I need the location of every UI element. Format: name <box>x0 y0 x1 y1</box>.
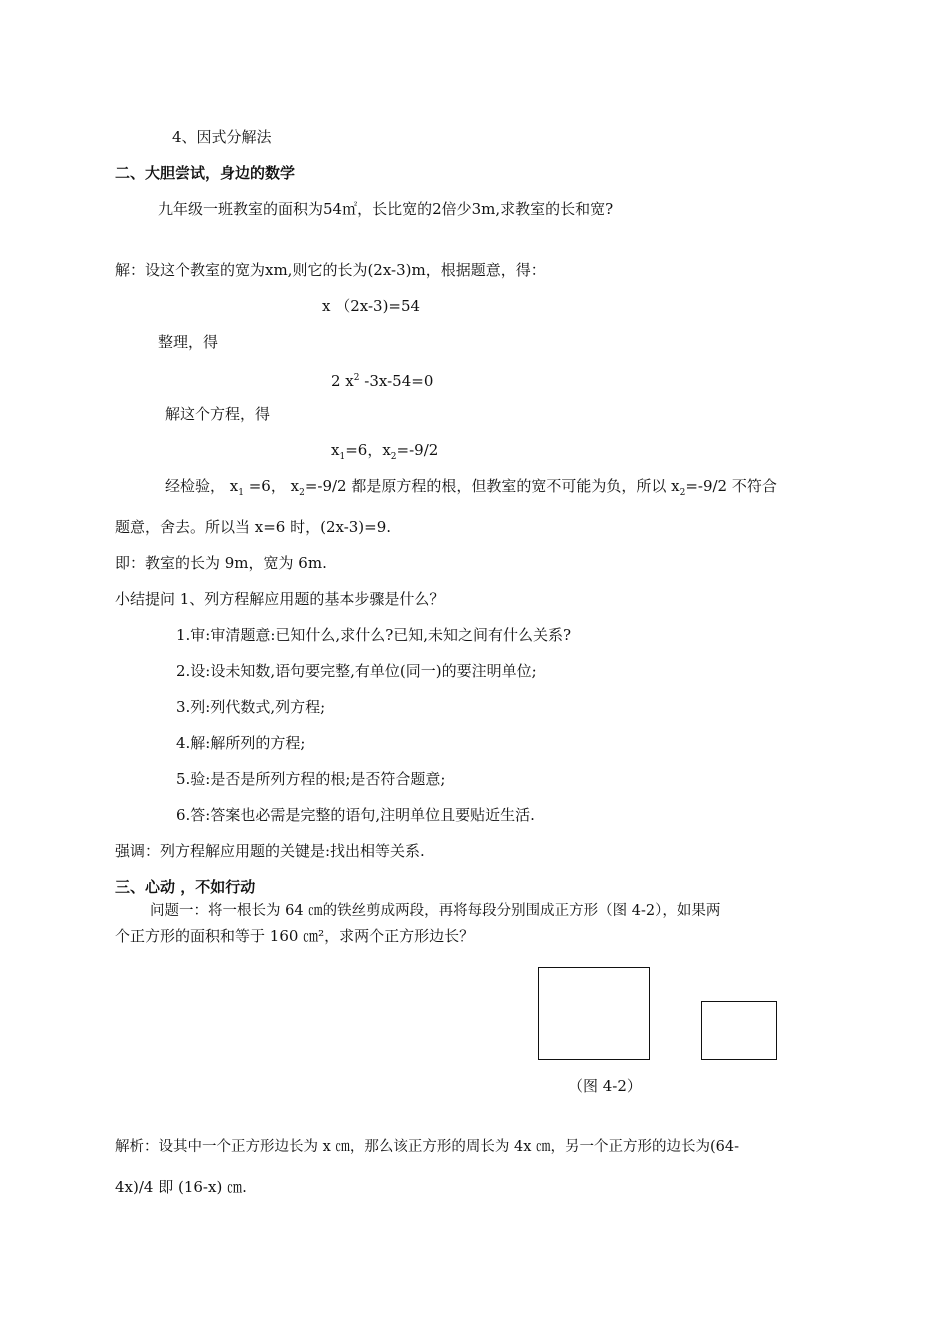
step-1: 1.审:审清题意:已知什么,求什么?已知,未知之间有什么关系? <box>176 626 572 644</box>
answer-line: 即：教室的长为 9m，宽为 6m. <box>115 554 327 572</box>
problem-classroom: 九年级一班教室的面积为54㎡，长比宽的2倍少3m,求教室的长和宽? <box>158 200 614 218</box>
step-4: 4.解:解所列的方程; <box>176 734 306 752</box>
check-part-d: =-9/2 不符合 <box>685 477 777 495</box>
roots <box>331 440 438 467</box>
question-1-line-2: 个正方形的面积和等于 160 ㎝²，求两个正方形边长？ <box>115 927 475 945</box>
emphasis-line: 强调：列方程解应用题的关键是:找出相等关系. <box>115 842 425 860</box>
section-3-heading: 三、心动 ，不如行动 <box>115 878 256 896</box>
check-line-1 <box>165 476 777 503</box>
roots-part-c: =-9/2 <box>396 441 439 459</box>
roots-part-a: x <box>331 441 340 459</box>
equation-2-part-a: 2 x <box>331 372 354 390</box>
organize-label: 整理，得 <box>158 333 219 351</box>
figure-small-square <box>701 1001 777 1060</box>
solve-label: 解这个方程，得 <box>165 405 271 423</box>
check-part-b: =6， x <box>243 477 300 495</box>
question-1-line-1: 问题一：将一根长为 64 ㎝的铁丝剪成两段，再将每段分别围成正方形（图 4-2），如果两 <box>150 903 721 919</box>
check-part-a: 经检验， x <box>165 477 239 495</box>
check-sub-1: 1 <box>238 488 244 498</box>
equation-2-part-b: -3x-54=0 <box>359 372 434 390</box>
summary-question: 小结提问 1、列方程解应用题的基本步骤是什么？ <box>115 590 445 608</box>
equation-1: x （2x-3)=54 <box>322 297 421 315</box>
figure-large-square <box>538 967 650 1060</box>
equation-2-exponent: 2 <box>353 373 360 383</box>
step-2: 2.设:设未知数,语句要完整,有单位(同一)的要注明单位; <box>176 662 537 680</box>
check-sub-3: 2 <box>679 488 686 498</box>
item-4-factorization: 4、因式分解法 <box>172 128 272 146</box>
step-6: 6.答:答案也必需是完整的语句,注明单位且要贴近生活. <box>176 806 535 824</box>
roots-part-b: =6，x <box>345 441 391 459</box>
analysis-line-1: 解析：设其中一个正方形边长为 x ㎝，那么该正方形的周长为 4x ㎝，另一个正方形的边长为(64- <box>115 1139 740 1155</box>
step-3: 3.列:列代数式,列方程; <box>176 698 326 716</box>
solution-intro: 解：设这个教室的宽为xm,则它的长为(2x-3)m，根据题意，得： <box>115 261 546 279</box>
check-sub-2: 2 <box>299 488 305 498</box>
equation-2 <box>331 368 433 391</box>
step-5: 5.验:是否是所列方程的根;是否符合题意; <box>176 770 446 788</box>
analysis-line-2: 4x)/4 即 (16-x) ㎝. <box>115 1178 247 1196</box>
roots-sub-2: 2 <box>390 452 397 462</box>
check-part-c: =-9/2 都是原方程的根，但教室的宽不可能为负，所以 x <box>304 477 680 495</box>
section-2-heading: 二、大胆尝试，身边的数学 <box>115 164 296 182</box>
roots-sub-1: 1 <box>339 452 346 462</box>
check-line-2: 题意，舍去。所以当 x=6 时，(2x-3)=9. <box>115 518 392 536</box>
figure-caption: （图 4-2） <box>568 1077 642 1095</box>
